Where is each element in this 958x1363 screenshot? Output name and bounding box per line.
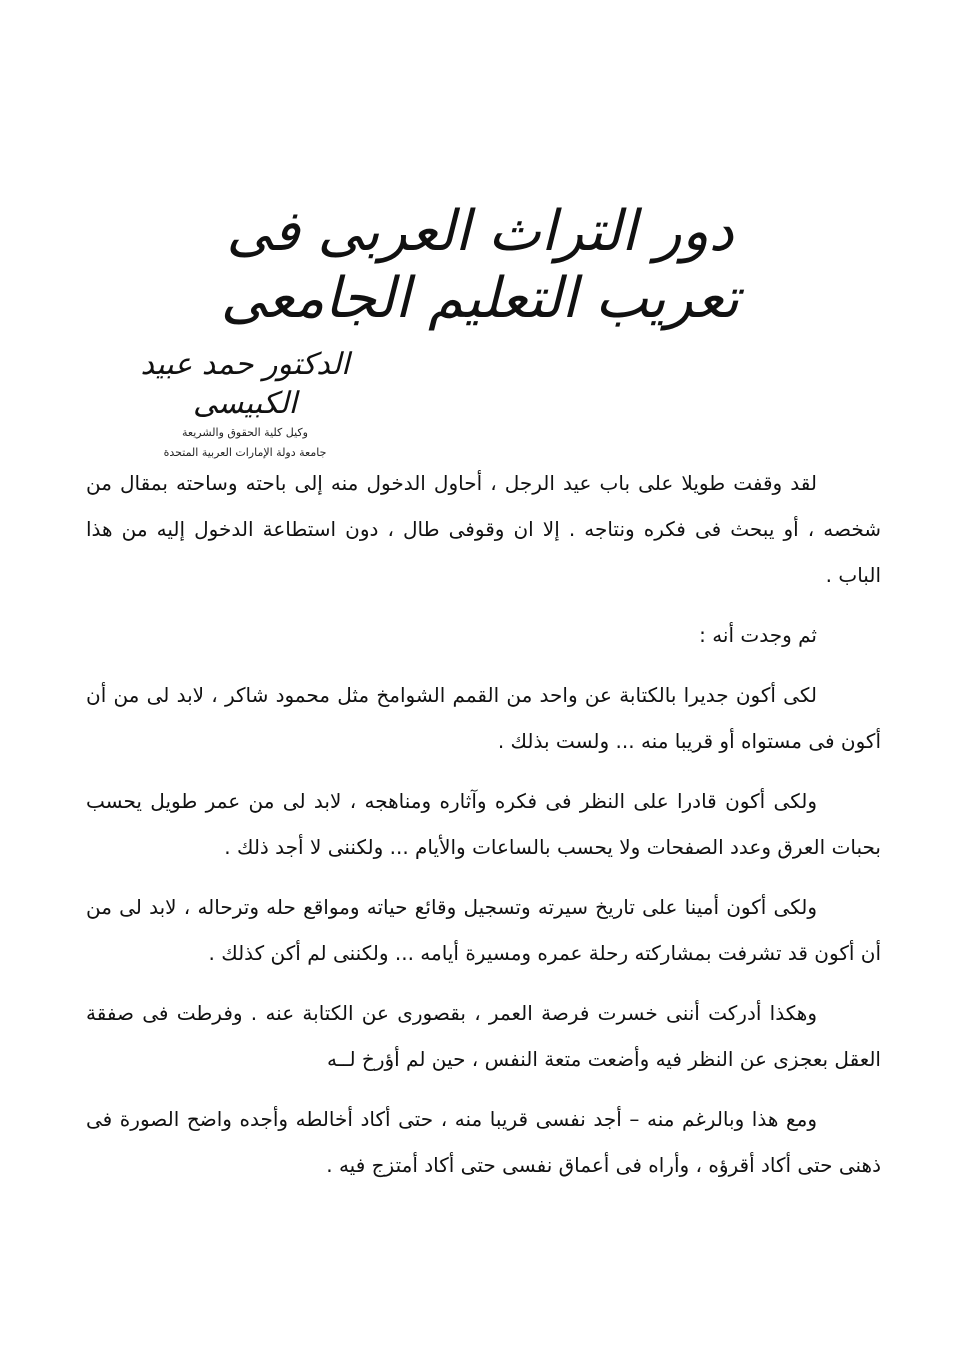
- author-name: الدكتور حمد عبيد الكبيسى: [140, 347, 350, 421]
- article-body: [86, 460, 881, 1202]
- paragraph: ومع هذا وبالرغم منه – أجد نفسى قريبا منه ، حتى أكاد أخالطه وأجده واضح الصورة فى ذهنى حتى أكاد أقرؤه ، وأراه فى أعماق نفسى حتى أكاد أمتزج فيه .: [86, 1107, 881, 1177]
- paragraph: ثم وجدت أنه :: [699, 623, 817, 647]
- author-role: وكيل كلية الحقوق والشريعة: [182, 426, 308, 439]
- paragraph: وهكذا أدركت أننى خسرت فرصة العمر ، بقصورى عن الكتابة عنه . وفرطت فى صفقة العقل بعجزى عن النظر فيه وأضعت متعة النفس ، حين لم أؤرخ لــه: [86, 1001, 881, 1071]
- author-affiliation: جامعة دولة الإمارات العربية المتحدة: [163, 445, 327, 459]
- author-block: [120, 345, 370, 463]
- paragraph: لكى أكون جديرا بالكتابة عن واحد من القمم الشوامخ مثل محمود شاكر ، لابد لى من أن أكون فى مستواه أو قريبا منه ... ولست بذلك .: [86, 683, 881, 753]
- page-title: دور التراث العربى فى تعريب التعليم الجامعى: [220, 199, 740, 332]
- paragraph: لقد وقفت طويلا على باب عيد الرجل ، أحاول الدخول منه إلى باحته وساحته بمقال من شخصه ، أو يبحث فى فكره ونتاجه . إلا ان وقوفى طال ، دون استطاعة الدخول إليه من هذا الباب .: [86, 471, 881, 587]
- paragraph: ولكى أكون قادرا على النظر فى فكره وآثاره ومناهجه ، لابد لى من عمر طويل يحسب بحبات العرق وعدد الصفحات ولا يحسب بالساعات والأيام ... ولكننى لا أجد ذلك .: [86, 789, 881, 859]
- paragraph: ولكى أكون أمينا على تاريخ سيرته وتسجيل وقائع حياته ومواقع حله وترحاله ، لابد لى من أن أكون قد تشرفت بمشاركته رحلة عمره ومسيرة أيامه ... ولكننى لم أكن كذلك .: [86, 895, 881, 965]
